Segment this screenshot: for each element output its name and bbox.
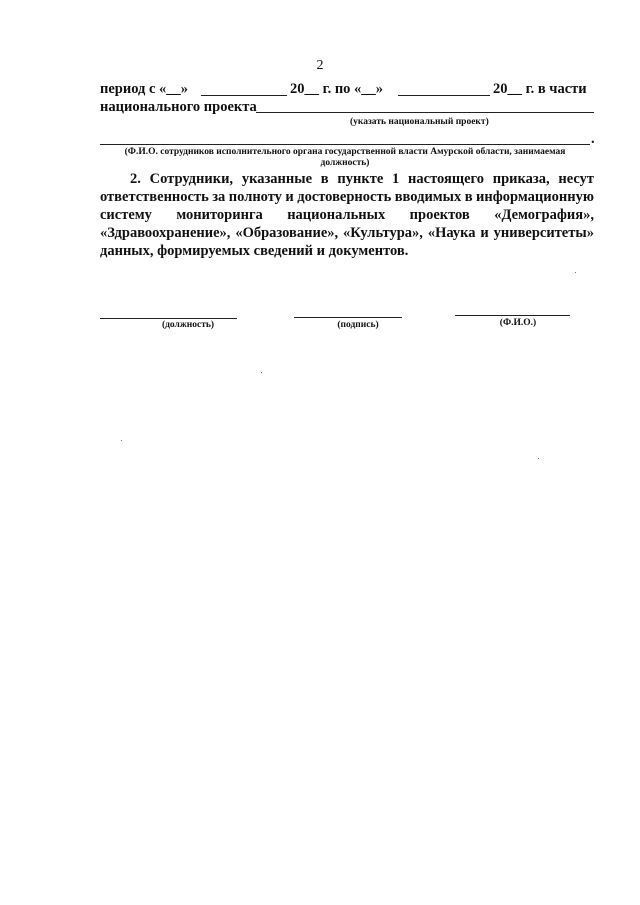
name-blank (455, 315, 570, 316)
signature-label: (подпись) (337, 320, 379, 330)
period-start-blank (201, 95, 287, 96)
scan-speck (538, 458, 539, 459)
project-hint: (указать национальный проект) (350, 117, 489, 127)
name-label: (Ф.И.О.) (499, 318, 537, 328)
project-label: национального проекта (100, 99, 257, 115)
scan-speck (121, 440, 122, 441)
page-number: 2 (316, 58, 324, 73)
project-blank (256, 112, 594, 113)
period-end-blank (398, 95, 490, 96)
signature-blank (294, 317, 402, 318)
period-prefix: период с «__» (100, 81, 189, 97)
period-year2: 20__ г. в части (493, 81, 587, 97)
position-label: (должность) (161, 320, 215, 330)
paragraph-2-line-1: 2. Сотрудники, указанные в пункте 1 настоящего приказа, несут (130, 171, 594, 187)
position-blank (100, 318, 237, 319)
paragraph-2-line-4: «Здравоохранение», «Образование», «Культура», «Наука и университеты» (100, 225, 594, 241)
fio-hint-line2: должность) (320, 158, 370, 168)
paragraph-2-line-3: систему мониторинга национальных проектов «Демография», (100, 207, 594, 223)
paragraph-2-line-5: данных, формируемых сведений и документов. (100, 243, 409, 259)
scan-speck (575, 272, 576, 273)
scan-speck (261, 372, 262, 373)
fio-line-dot: . (591, 131, 595, 147)
period-year1: 20__ г. по «__» (290, 81, 384, 97)
fio-blank (100, 144, 590, 145)
fio-hint-line1: (Ф.И.О. сотрудников исполнительного органа государственной власти Амурской области, занимаемая (124, 147, 566, 157)
paragraph-2-line-2: ответственность за полноту и достоверность вводимых в информационную (100, 189, 594, 205)
